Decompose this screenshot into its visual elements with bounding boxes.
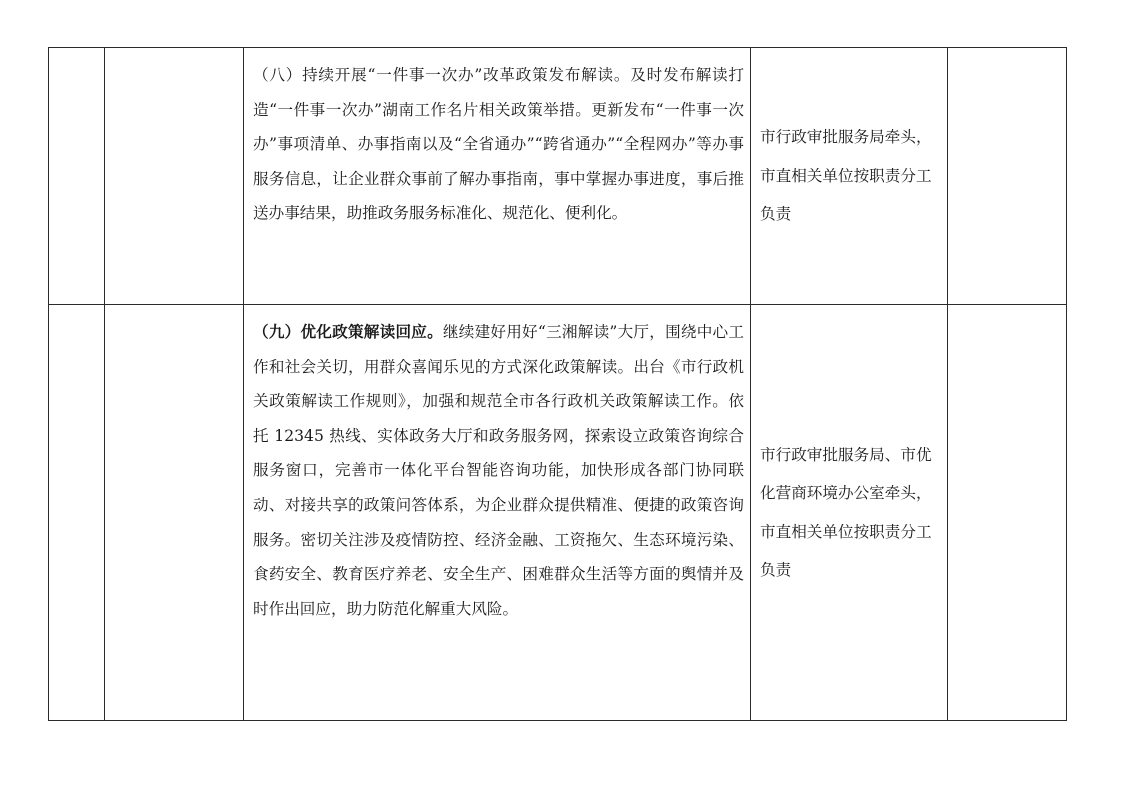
task-content-cell	[244, 48, 751, 305]
task-content	[244, 48, 750, 231]
category-cell	[105, 305, 244, 721]
responsible-unit: 市行政审批服务局牵头，市直相关单位按职责分工负责	[760, 128, 932, 224]
row-number-cell	[49, 305, 105, 721]
task-content-cell	[244, 305, 751, 721]
task-text: 继续建好用好“三湘解读”大厅，围绕中心工作和社会关切，用群众喜闻乐见的方式深化政策解读。出台《市行政机关政策解读工作规则》，加强和规范全市各行政机关政策解读工作。依托 12345 热线、实体政务大厅和政务服务网，探索设立政策咨询综合服务窗口，完善市一体化平台智能咨询功能，加快形成各部门协同联动、对接共享的政策问答体系，为企业群众提供精准、便捷的政策咨询服务。密切关注涉及疫情防控、经济金融、工资拖欠、生态环境污染、食药安全、教育医疗养老、安全生产、困难群众生活等方面的舆情并及时作出回应，助力防范化解重大风险。	[253, 323, 744, 618]
deadline-cell	[948, 48, 1067, 305]
responsible-unit-cell	[751, 305, 948, 721]
task-table	[48, 47, 1067, 721]
table-row	[49, 305, 1067, 721]
table-row	[49, 48, 1067, 305]
task-text: （八）持续开展“一件事一次办”改革政策发布解读。及时发布解读打造“一件事一次办”湖南工作名片相关政策举措。更新发布“一件事一次办”事项清单、办事指南以及“全省通办”“跨省通办”“全程网办”等办事服务信息，让企业群众事前了解办事指南，事中掌握办事进度，事后推送办事结果，助推政务服务标准化、规范化、便利化。	[253, 66, 744, 223]
task-content	[244, 305, 750, 626]
responsible-unit-cell	[751, 48, 948, 305]
task-heading: （九）优化政策解读回应。	[253, 322, 443, 341]
row-number-cell	[49, 48, 105, 305]
category-cell	[105, 48, 244, 305]
deadline-cell	[948, 305, 1067, 721]
responsible-unit: 市行政审批服务局、市优化营商环境办公室牵头，市直相关单位按职责分工负责	[760, 445, 932, 579]
